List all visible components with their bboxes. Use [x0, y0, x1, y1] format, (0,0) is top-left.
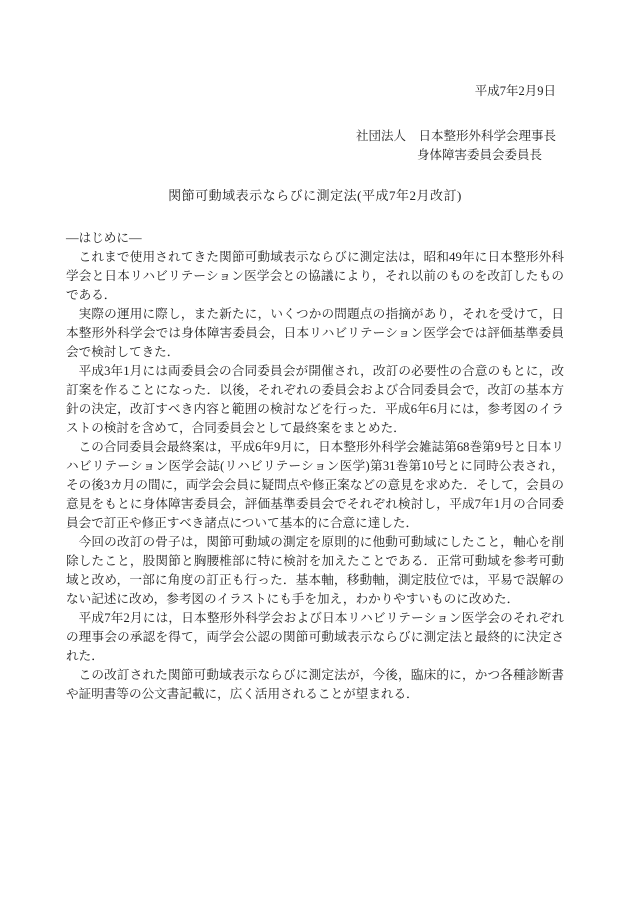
issuer-title: 社団法人 日本整形外科学会理事長: [355, 129, 556, 143]
paragraph-7: この改訂された関節可動域表示ならびに測定法が，今後，臨床的に，かつ各種診断書や証明書等の公文書記載に，広く活用されることが望まれる．: [66, 668, 564, 701]
paragraph-4: この合同委員会最終案は，平成6年9月に，日本整形外科学会雑誌第68巻第9号と日本リハビリテーション医学会誌(リハビリテーション医学)第31巻第10号とに同時公表され，その後3カ月の間に，両学会会員に疑問点や修正案などの意見を求めた．そして，会員の意見をもとに身体障害委員会，評価基準委員会でそれぞれ検討し，平成7年1月の合同委員会で訂正や修正すべき諸点について基本的に合意に達した．: [66, 440, 564, 530]
paragraph-1: これまで使用されてきた関節可動域表示ならびに測定法は，昭和49年に日本整形外科学会と日本リハビリテーション医学会との協議により，それ以前のものを改訂したものである．: [66, 250, 564, 302]
document-title: 関節可動域表示ならびに測定法(平成7年2月改訂): [168, 188, 462, 203]
document-date: 平成7年2月9日: [474, 84, 556, 98]
section-heading-hajimeni: ―はじめに―: [66, 231, 142, 245]
paragraph-6: 平成7年2月には，日本整形外科学会および日本リハビリテーション医学会のそれぞれの理事会の承認を得て，両学会公認の関節可動域表示ならびに測定法と最終的に決定された．: [66, 611, 564, 663]
paragraph-5: 今回の改訂の骨子は，関節可動域の測定を原則的に他動可動域にしたこと，軸心を削除したこと，股関節と胸腰椎部に特に検討を加えたことである．正常可動域を参考可動域と改め，一部に角度の訂正も行った．基本軸，移動軸，測定肢位では，平易で誤解のない記述に改め，参考図のイラストにも手を加え，わかりやすいものに改めた．: [66, 535, 564, 606]
document-body: [66, 229, 564, 704]
paragraph-2: 実際の運用に際し，また新たに，いくつかの問題点の指摘があり，それを受けて，日本整形外科学会では身体障害委員会，日本リハビリテーション医学会では評価基準委員会で検討してきた．: [66, 307, 564, 359]
signatory-block: [66, 127, 564, 165]
paragraph-3: 平成3年1月には両委員会の合同委員会が開催され，改訂の必要性の合意のもとに，改訂案を作ることになった．以後，それぞれの委員会および合同委員会で，改訂の基本方針の決定，改訂すべき内容と範囲の検討などを行った．平成6年6月には，参考図のイラストの検討を含めて，合同委員会として最終案をまとめた．: [66, 364, 564, 435]
issuer-subtitle: 身体障害委員会委員長: [416, 148, 542, 162]
